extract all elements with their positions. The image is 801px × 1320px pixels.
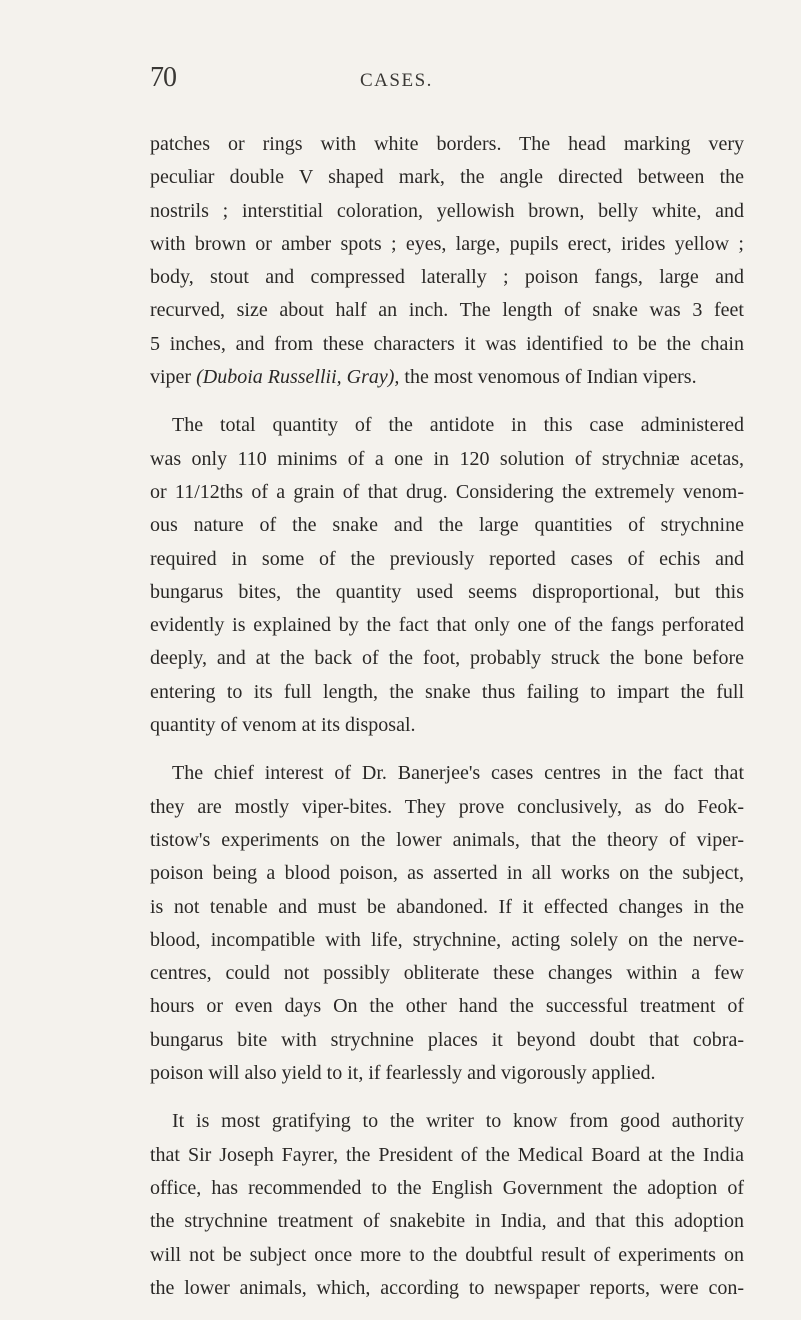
body-text <box>150 128 744 1320</box>
text-line: The total quantity of the antidote in this case administered <box>172 414 744 437</box>
page-header <box>0 62 801 102</box>
text-line: The chief interest of Dr. Banerjee's cases centres in the fact that <box>172 762 744 785</box>
text-line: centres, could not possibly obliterate these changes within a few <box>150 962 744 985</box>
text-line: recurved, size about half an inch. The length of snake was 3 feet <box>150 299 744 322</box>
text-line: deeply, and at the back of the foot, probably struck the bone before <box>150 647 744 670</box>
paragraph-viper-bites <box>150 757 744 1090</box>
running-head: CASES. <box>360 70 433 91</box>
text-line: poison will also yield to it, if fearlessly and vigorously applied. <box>150 1062 656 1085</box>
text-line: was only 110 minims of a one in 120 solution of strychniæ acetas, <box>150 447 744 470</box>
paragraph-fayrer-recommendation <box>150 1105 744 1305</box>
text-line: blood, incompatible with life, strychnine, acting solely on the nerve- <box>150 928 744 951</box>
text-line: entering to its full length, the snake thus failing to impart the full <box>150 680 744 703</box>
text-line: It is most gratifying to the writer to know from good authority <box>172 1110 744 1133</box>
text-line: quantity of venom at its disposal. <box>150 714 416 737</box>
text-line <box>150 361 744 394</box>
text-line: bungarus bites, the quantity used seems disproportional, but this <box>150 580 744 603</box>
text-line: required in some of the previously reported cases of echis and <box>150 547 744 570</box>
text-line: is not tenable and must be abandoned. If it effected changes in the <box>150 895 744 918</box>
text-line: nostrils ; interstitial coloration, yellowish brown, belly white, and <box>150 199 744 222</box>
text-line: peculiar double V shaped mark, the angle directed between the <box>150 166 744 189</box>
text-line: tistow's experiments on the lower animals, that the theory of viper- <box>150 828 744 851</box>
text-line: evidently is explained by the fact that only one of the fangs perforated <box>150 614 744 637</box>
text-line: that Sir Joseph Fayrer, the President of the Medical Board at the India <box>150 1143 744 1166</box>
text-line: office, has recommended to the English Government the adoption of <box>150 1176 744 1199</box>
text-fragment: viper <box>150 366 197 389</box>
text-fragment: the most venomous of Indian vipers. <box>399 366 697 389</box>
text-line: hours or even days On the other hand the successful treatment of <box>150 995 744 1018</box>
text-line: they are mostly viper-bites. They prove conclusively, as do Feok- <box>150 795 744 818</box>
text-line: ous nature of the snake and the large quantities of strychnine <box>150 514 744 537</box>
text-line: will not be subject once more to the doubtful result of experiments on <box>150 1243 744 1266</box>
text-line: or 11/12ths of a grain of that drug. Considering the extremely venom- <box>150 480 744 503</box>
text-line: with brown or amber spots ; eyes, large, pupils erect, irides yellow ; <box>150 232 744 255</box>
paragraph-snake-description <box>150 128 744 394</box>
text-line: patches or rings with white borders. The head marking very <box>150 133 744 155</box>
text-line: the strychnine treatment of snakebite in India, and that this adoption <box>150 1210 744 1233</box>
page-number: 70 <box>150 62 176 93</box>
species-name: (Duboia Russellii, Gray), <box>196 366 400 389</box>
text-line: bungarus bite with strychnine places it beyond doubt that cobra- <box>150 1028 744 1051</box>
text-line: poison being a blood poison, as asserted in all works on the subject, <box>150 862 744 885</box>
paragraph-antidote-quantity <box>150 409 744 742</box>
text-line: 5 inches, and from these characters it was identified to be the chain <box>150 332 744 355</box>
text-line: body, stout and compressed laterally ; poison fangs, large and <box>150 266 744 289</box>
text-line: the lower animals, which, according to newspaper reports, were con- <box>150 1276 744 1299</box>
